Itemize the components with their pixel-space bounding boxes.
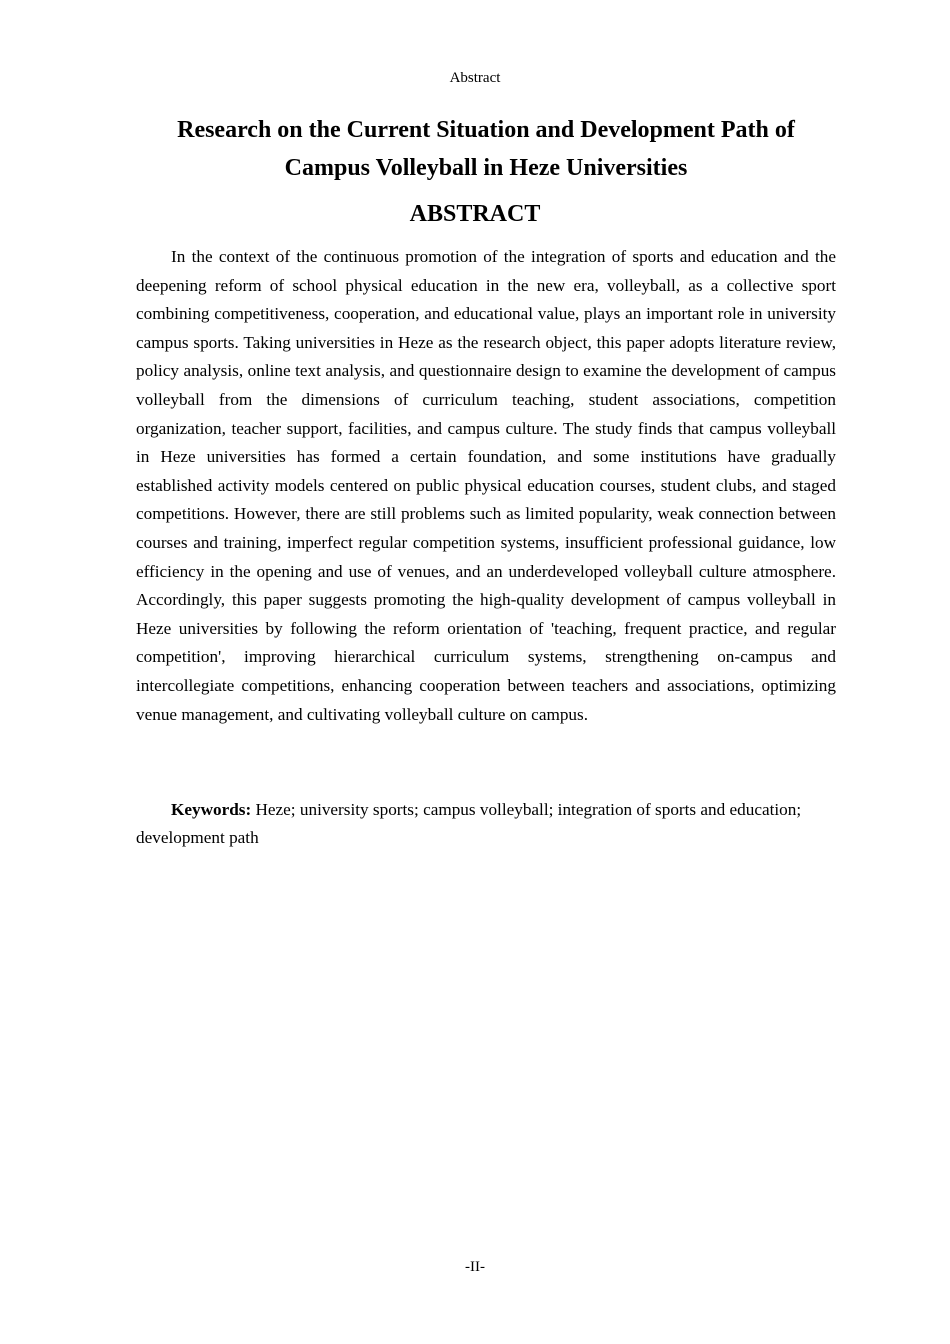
abstract-heading: ABSTRACT [409, 201, 541, 227]
paper-title: Research on the Current Situation and Development Path of Campus Volleyball in Heze Universities [177, 117, 795, 181]
abstract-body: In the context of the continuous promotion of the integration of sports and education and the deepening reform of school physical education in the new era, volleyball, as a collective sport combining competitiveness, cooperation, and educational value, plays an important role in university campus sports. Taking universities in Heze as the research object, this paper adopts literature review, policy analysis, online text analysis, and questionnaire design to examine the development of campus volleyball from the dimensions of curriculum teaching, student associations, competition organization, teacher support, facilities, and campus culture. The study finds that campus volleyball in Heze universities has formed a certain foundation, and some institutions have gradually established activity models centered on public physical education courses, student clubs, and staged competitions. However, there are still problems such as limited popularity, weak connection between courses and training, imperfect regular competition systems, insufficient professional guidance, low efficiency in the opening and use of venues, and an underdeveloped volleyball culture atmosphere. Accordingly, this paper suggests promoting the high-quality development of campus volleyball in Heze universities by following the reform orientation of 'teaching, frequent practice, and regular competition', improving hierarchical curriculum systems, strengthening on-campus and intercollegiate competitions, enhancing cooperation between teachers and associations, optimizing venue management, and cultivating volleyball culture on campus. [136, 247, 836, 724]
keyword-item: integration of sports and education; [557, 800, 802, 819]
keyword-item: development path [136, 828, 259, 847]
keywords-label: Keywords: [171, 800, 252, 819]
page-number: -II- [465, 1259, 485, 1275]
keywords-paragraph [136, 796, 836, 852]
keyword-item: Heze; [255, 800, 296, 819]
keyword-item: university sports; [299, 800, 419, 819]
keyword-item: campus volleyball; [423, 800, 554, 819]
running-header: Abstract [449, 70, 501, 86]
